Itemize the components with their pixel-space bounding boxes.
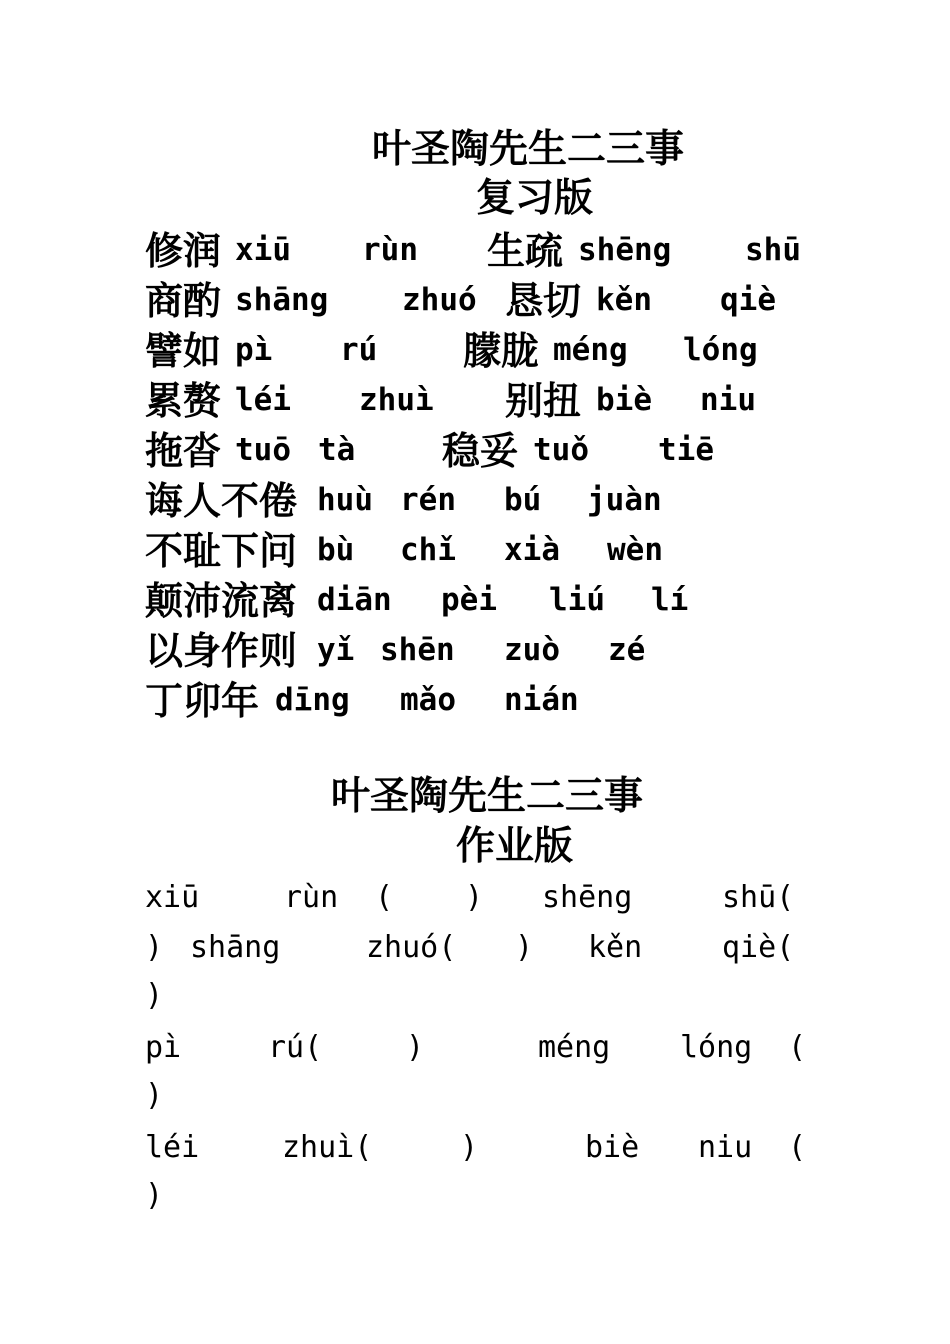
idiom-pinyin: shēn [380,632,455,668]
idiom-pinyin: zé [608,632,646,668]
idiom-pinyin: xià [504,532,560,568]
homework-text: shū( [722,880,795,915]
review-pinyin: tuǒ [533,432,589,468]
review-word: 朦胧 [463,329,540,373]
idiom-pinyin: zuò [504,632,560,668]
review-pinyin: kěn [596,282,652,318]
answer-blank[interactable]: ( [788,1030,807,1065]
answer-blank[interactable]: ) [145,930,164,965]
review-word: 商酌 [145,279,222,323]
idiom-pinyin: yǐ [317,632,355,668]
review-row [145,276,776,326]
answer-blank[interactable]: ) [145,1078,164,1113]
review-pinyin: shēng [578,232,672,268]
idiom-pinyin: chǐ [400,532,456,568]
answer-blank[interactable]: ) [145,1178,164,1213]
homework-text: méng [538,1030,611,1065]
homework-text: kěn [588,930,643,965]
idiom-pinyin: dīng [275,682,350,718]
homework-text: zhuó( [366,930,457,965]
homework-text: lóng [680,1030,753,1065]
idiom-row [145,476,662,526]
review-pinyin: méng [553,332,628,368]
idiom-word: 丁卯年 [145,679,260,723]
review-title: 叶圣陶先生二三事 [372,127,685,172]
idiom-word: 以身作则 [145,629,298,673]
answer-blank[interactable]: ) [515,930,534,965]
idiom-pinyin: wèn [607,532,663,568]
review-row [145,226,801,276]
homework-text: qiè( [722,930,795,965]
homework-text: niu [698,1130,753,1165]
homework-text: léi [145,1130,200,1165]
answer-blank[interactable]: ( [375,880,394,915]
idiom-word: 颠沛流离 [145,579,298,623]
homework-subtitle: 作业版 [456,824,574,869]
review-pinyin: lóng [683,332,758,368]
review-pinyin: shū [745,232,801,268]
review-subtitle: 复习版 [476,176,594,221]
idiom-pinyin: bú [504,482,542,518]
review-pinyin: niu [700,382,756,418]
review-row [145,326,758,376]
review-word: 恳切 [505,279,582,323]
idiom-row [145,576,689,626]
review-word: 累赘 [145,379,222,423]
homework-text: xiū [145,880,200,915]
idiom-pinyin: huù [317,482,373,518]
review-pinyin: qiè [720,282,776,318]
review-pinyin: rú [340,332,378,368]
idiom-pinyin: liú [549,582,605,618]
homework-text: shēng [542,880,633,915]
review-word: 别扭 [505,379,582,423]
idiom-word: 不耻下问 [145,529,298,573]
review-word: 稳妥 [442,429,519,473]
answer-blank[interactable]: ( [788,1130,807,1165]
review-word: 拖沓 [145,429,222,473]
homework-text: shāng [190,930,281,965]
review-row [145,426,714,476]
idiom-row [145,526,663,576]
review-word: 譬如 [145,329,222,373]
homework-title: 叶圣陶先生二三事 [331,774,644,819]
review-pinyin: tiē [658,432,714,468]
answer-blank[interactable]: ) [465,880,484,915]
review-pinyin: tuō [235,432,291,468]
idiom-row [145,676,579,726]
answer-blank[interactable]: ) [145,978,164,1013]
idiom-pinyin: pèi [441,582,497,618]
idiom-word: 诲人不倦 [145,479,298,523]
review-pinyin: léi [235,382,291,418]
review-word: 生疏 [487,229,564,273]
homework-text: pì [145,1030,182,1065]
review-word: 修润 [145,229,222,273]
review-pinyin: tà [318,432,356,468]
review-pinyin: pì [235,332,273,368]
review-pinyin: shāng [235,282,329,318]
answer-blank[interactable]: ) [406,1030,425,1065]
idiom-pinyin: bù [317,532,355,568]
homework-text: biè [585,1130,640,1165]
idiom-pinyin: lí [651,582,689,618]
review-pinyin: biè [596,382,652,418]
review-pinyin: zhuó [402,282,477,318]
answer-blank[interactable]: ) [460,1130,479,1165]
review-pinyin: zhuì [359,382,434,418]
idiom-pinyin: nián [504,682,579,718]
homework-text: rùn [284,880,339,915]
idiom-row [145,626,646,676]
homework-text: rú( [268,1030,323,1065]
review-pinyin: rùn [362,232,418,268]
review-pinyin: xiū [235,232,291,268]
review-row [145,376,756,426]
idiom-pinyin: diān [317,582,392,618]
homework-text: zhuì( [282,1130,373,1165]
idiom-pinyin: rén [400,482,456,518]
idiom-pinyin: mǎo [400,682,456,718]
idiom-pinyin: juàn [587,482,662,518]
